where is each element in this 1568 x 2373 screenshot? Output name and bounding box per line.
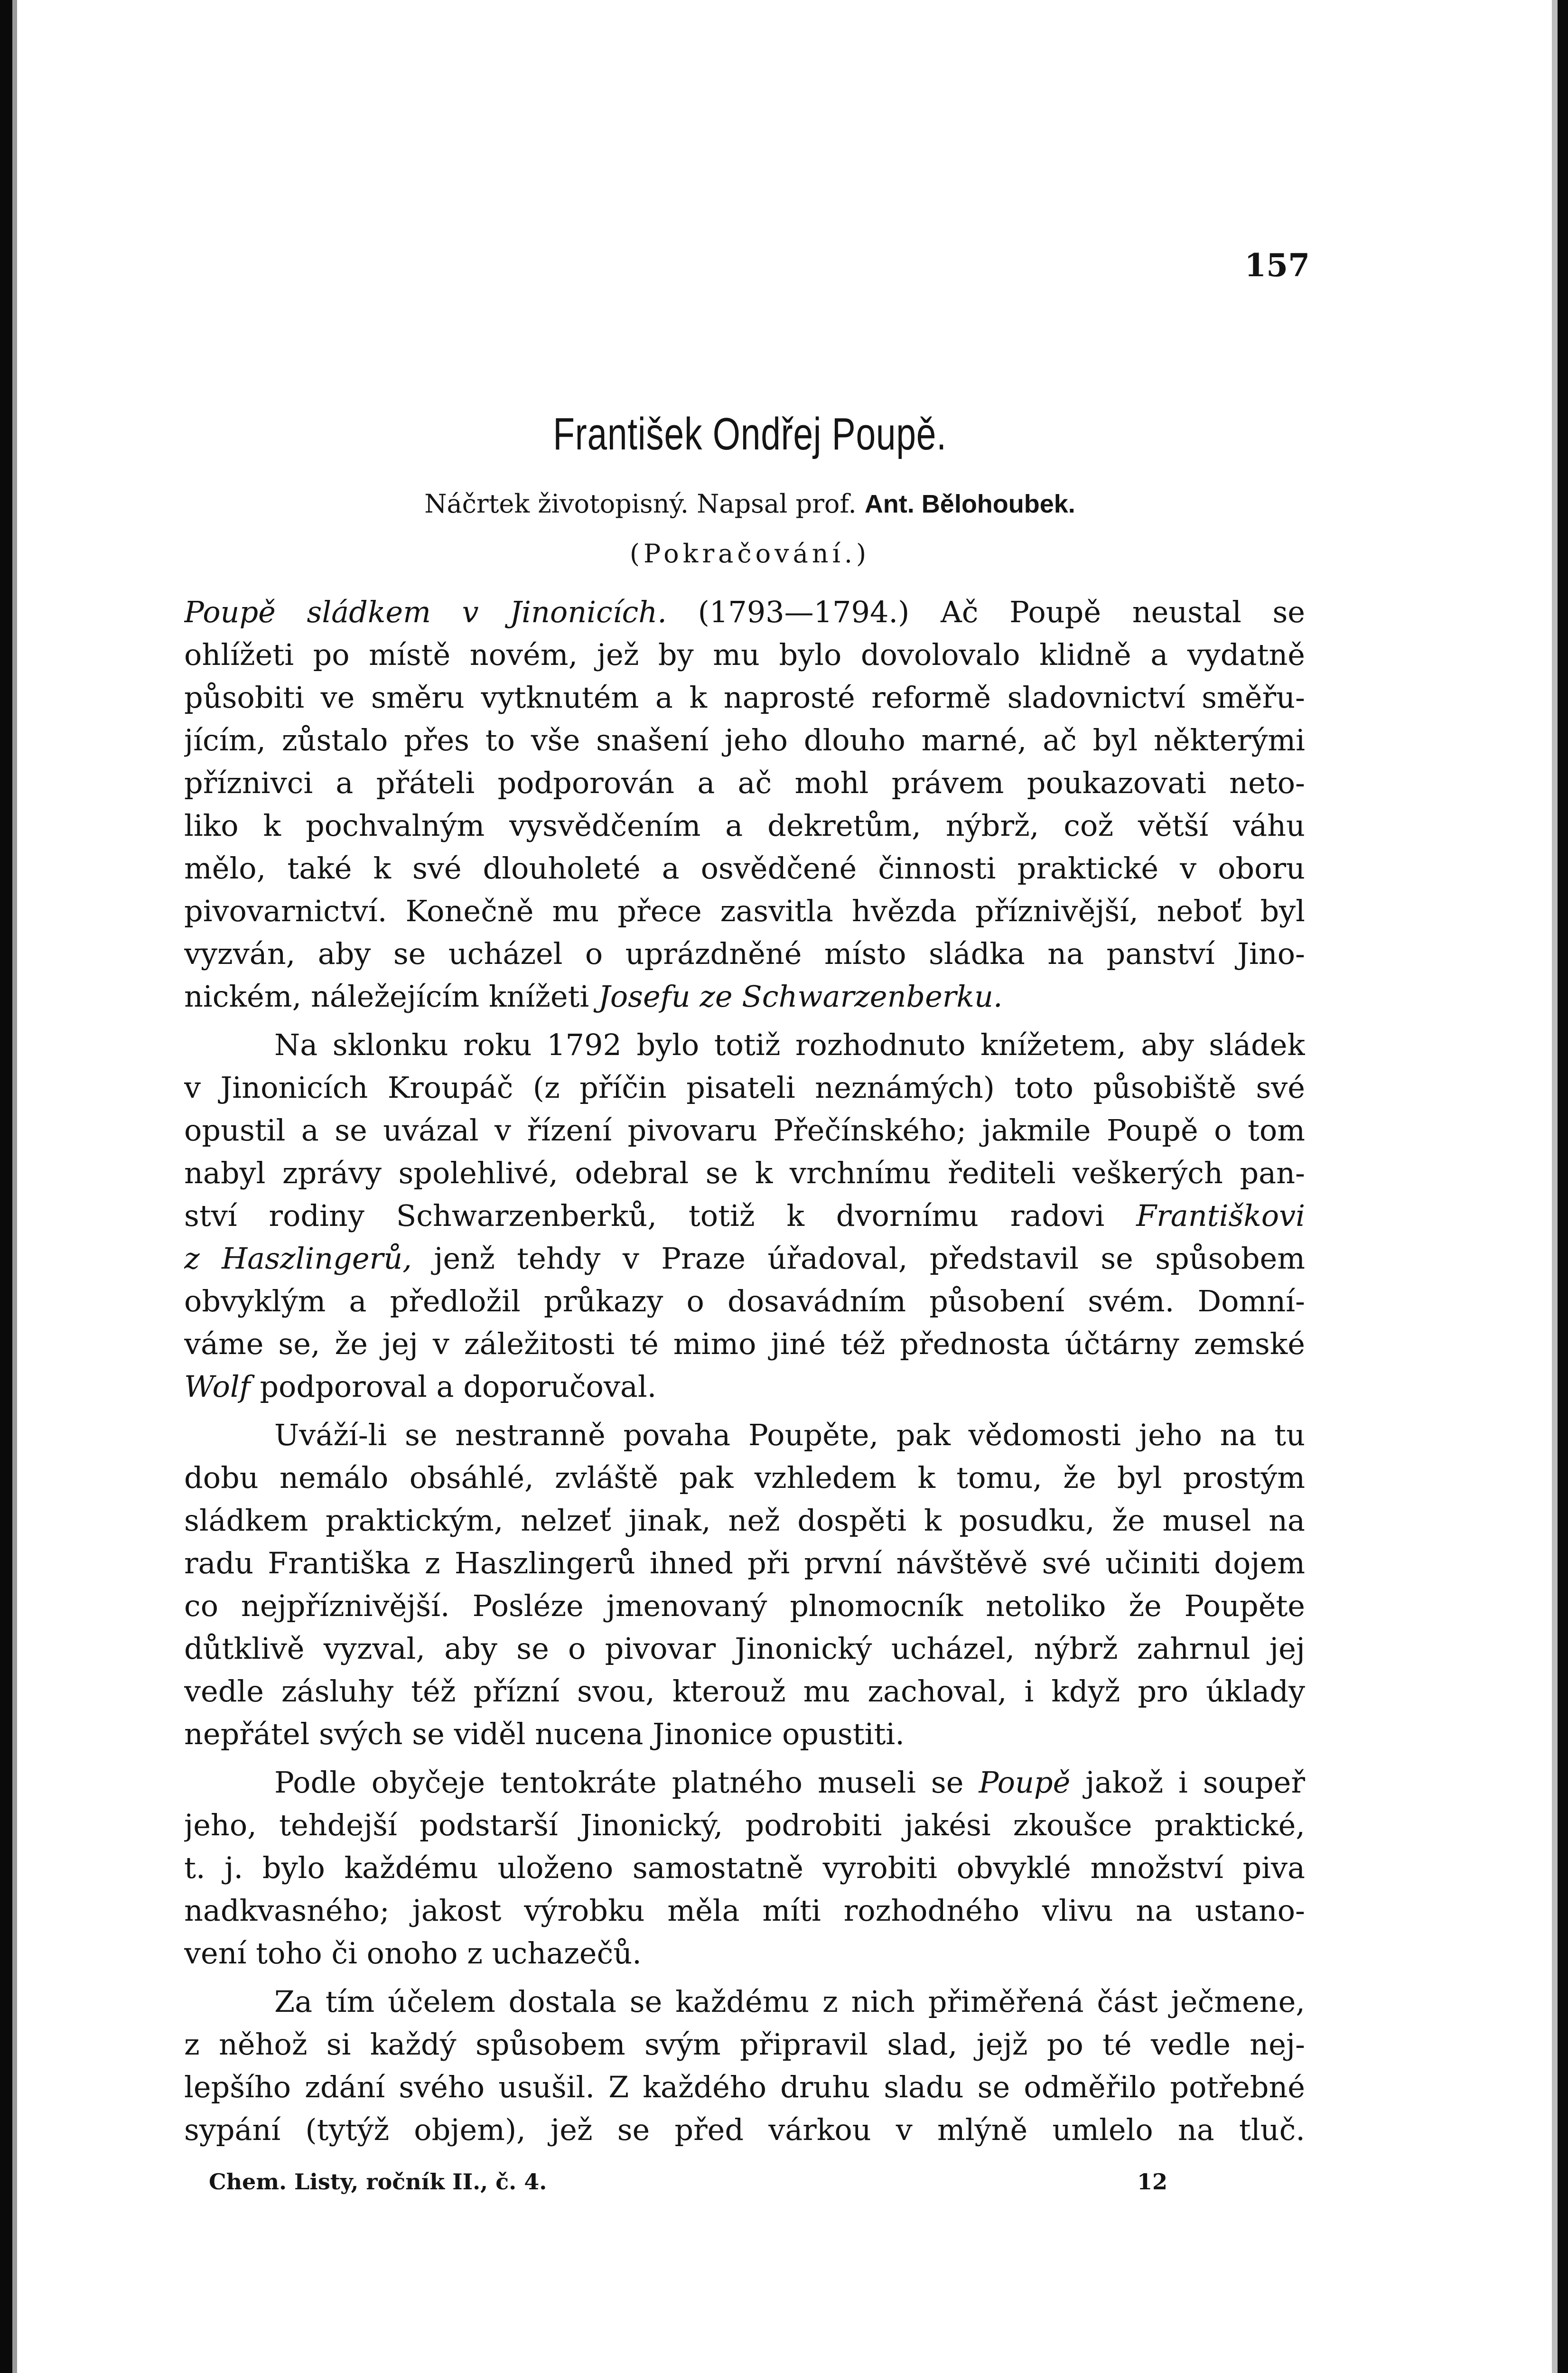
line-text: jakož i soupeř (1070, 1765, 1305, 1800)
line-text: Uváží-li se nestranně povaha Poupěte, pak vědomosti jeho na tu (274, 1418, 1305, 1452)
line-text: mělo, také k své dlouholeté a osvědčené činnosti praktické v oboru (184, 851, 1305, 886)
journal-reference: Chem. Listy, ročník II., č. 4. (209, 2169, 547, 2195)
line-text: opustil a se uvázal v řízení pivovaru Přečínského; jakmile Poupě o tom (184, 1113, 1305, 1148)
text-line (184, 1066, 1305, 1109)
line-text: ohlížeti po místě novém, jež by mu bylo dovolovalo klidně a vydatně (184, 637, 1305, 672)
line-text: t. j. bylo každému uloženo samostatně vyrobiti obvyklé množství piva (184, 1850, 1305, 1885)
text-line (184, 2109, 1305, 2151)
line-text: jícím, zůstalo přes to vše snašení jeho dlouho marné, ač byl některými (184, 723, 1305, 757)
line-text: vení toho či onoho z uchazečů. (184, 1936, 642, 1971)
text-line (184, 2066, 1305, 2109)
line-text: vedle zásluhy též přízní svou, kterouž mu zachoval, i když pro úklady (184, 1674, 1305, 1709)
line-text: radu Františka z Haszlingerů ihned při první návštěvě své učiniti dojem (184, 1546, 1305, 1580)
scan-edge-left (0, 0, 12, 2373)
text-line (184, 1847, 1305, 1889)
text-line (184, 890, 1305, 933)
line-text: příznivci a přáteli podporován a ač mohl právem poukazovati neto- (184, 766, 1305, 800)
line-text: obvyklým a předložil průkazy o dosavádním působení svém. Domní- (184, 1284, 1305, 1318)
text-line (184, 1237, 1305, 1280)
italic-text: Františkovi (1136, 1198, 1305, 1233)
line-text: nadkvasného; jakost výrobku měla míti rozhodného vlivu na ustano- (184, 1893, 1305, 1928)
line-text: pivovarnictví. Konečně mu přece zasvitla hvězda příznivější, neboť byl (184, 894, 1305, 928)
line-text: působiti ve směru vytknutém a k naprosté reformě sladovnictví směřu- (184, 680, 1305, 715)
text-line (184, 1889, 1305, 1932)
line-text: důtklivě vyzval, aby se o pivovar Jinonický ucházel, nýbrž zahrnul jej (184, 1631, 1305, 1666)
text-line (184, 1932, 1305, 1975)
text-line (184, 1024, 1305, 1066)
text-line (184, 1713, 1305, 1756)
page-number: 157 (1244, 247, 1310, 284)
line-text: nepřátel svých se viděl nucena Jinonice opustiti. (184, 1717, 905, 1751)
text-line (184, 762, 1305, 804)
line-text: ství rodiny Schwarzenberků, totiž k dvornímu radovi (184, 1198, 1137, 1233)
line-text: liko k pochvalným vysvědčením a dekretům, nýbrž, což větší váhu (184, 808, 1305, 843)
text-line (184, 1981, 1305, 2023)
text-line (184, 1152, 1305, 1195)
text-line (184, 1499, 1305, 1542)
italic-text: Poupě (979, 1765, 1071, 1800)
line-text: vyzván, aby se ucházel o uprázdněné místo sládka na panství Jino- (184, 936, 1305, 971)
line-text: Podle obyčeje tentokráte platného museli se (274, 1765, 979, 1800)
line-text: podporoval a doporučoval. (250, 1369, 657, 1404)
signature-mark: 12 (1137, 2169, 1167, 2195)
scan-edge-right-shadow (1552, 0, 1558, 2373)
text-line (184, 1109, 1305, 1152)
line-text: lepšího zdání svého usušil. Z každého druhu sladu se odměřilo potřebné (184, 2070, 1305, 2104)
article-body (184, 591, 1305, 2151)
line-text: nabyl zprávy spolehlivé, odebral se k vrchnímu řediteli veškerých pan- (184, 1156, 1305, 1190)
subtitle-text: Náčrtek životopisný. Napsal prof. (424, 489, 865, 519)
author-name: Ant. Bělohoubek. (864, 490, 1075, 518)
continued-note: (Pokračování.) (629, 539, 870, 569)
italic-text: z Haszlingerů, (184, 1241, 412, 1276)
page-footer (209, 2169, 1167, 2195)
line-text: v Jinonicích Kroupáč (z příčin pisateli neznámých) toto působiště své (184, 1070, 1305, 1105)
text-line (184, 847, 1305, 890)
scan-edge-right (1558, 0, 1568, 2373)
text-line (184, 1585, 1305, 1627)
text-line (184, 1323, 1305, 1365)
line-text: sypání (tytýž objem), jež se před várkou v mlýně umlelo na tluč. (184, 2112, 1305, 2147)
line-text: jenž tehdy v Praze úřadoval, představil se spůsobem (411, 1241, 1305, 1276)
line-text: dobu nemálo obsáhlé, zvláště pak vzhledem k tomu, že byl prostým (184, 1460, 1305, 1495)
text-line (184, 1195, 1305, 1237)
italic-text: Josefu ze Schwarzenberku. (598, 979, 1003, 1014)
text-line (184, 1365, 1305, 1408)
text-line (184, 975, 1305, 1018)
line-text: z něhož si každý spůsobem svým připravil slad, jejž po té vedle nej- (184, 2027, 1305, 2062)
text-line (184, 2023, 1305, 2066)
text-line (184, 1542, 1305, 1585)
text-line (184, 676, 1305, 719)
line-text: jeho, tehdejší podstarší Jinonický, podrobiti jakési zkoušce praktické, (184, 1808, 1305, 1842)
line-text: Za tím účelem dostala se každému z nich přiměřená část ječmene, (274, 1984, 1305, 2019)
article-title: František Ondřej Poupě. (553, 409, 947, 459)
text-line (184, 1457, 1305, 1499)
text-line (184, 1761, 1305, 1804)
text-line (184, 804, 1305, 847)
text-line (184, 1280, 1305, 1323)
italic-text: Poupě sládkem v Jinonicích. (184, 595, 667, 629)
text-line (184, 634, 1305, 676)
text-line (184, 1627, 1305, 1670)
line-text: nickém, náležejícím knížeti (184, 979, 598, 1014)
text-line (184, 933, 1305, 975)
article-subtitle (180, 489, 1319, 519)
text-line (184, 1804, 1305, 1847)
scan-edge-left-shadow (12, 0, 17, 2373)
line-text: sládkem praktickým, nelzeť jinak, než dospěti k posudku, že musel na (184, 1503, 1305, 1538)
text-line (184, 1414, 1305, 1457)
italic-text: Wolf (184, 1369, 251, 1404)
line-text: váme se, že jej v záležitosti té mimo jiné též přednosta účtárny zemské (184, 1327, 1305, 1361)
line-text: (1793—1794.) Ač Poupě neustal se (666, 595, 1305, 629)
text-line (184, 1670, 1305, 1713)
text-line (184, 719, 1305, 762)
text-line (184, 591, 1305, 634)
line-text: Na sklonku roku 1792 bylo totiž rozhodnuto knížetem, aby sládek (274, 1028, 1305, 1062)
line-text: co nejpříznivější. Posléze jmenovaný plnomocník netoliko že Poupěte (184, 1588, 1305, 1623)
